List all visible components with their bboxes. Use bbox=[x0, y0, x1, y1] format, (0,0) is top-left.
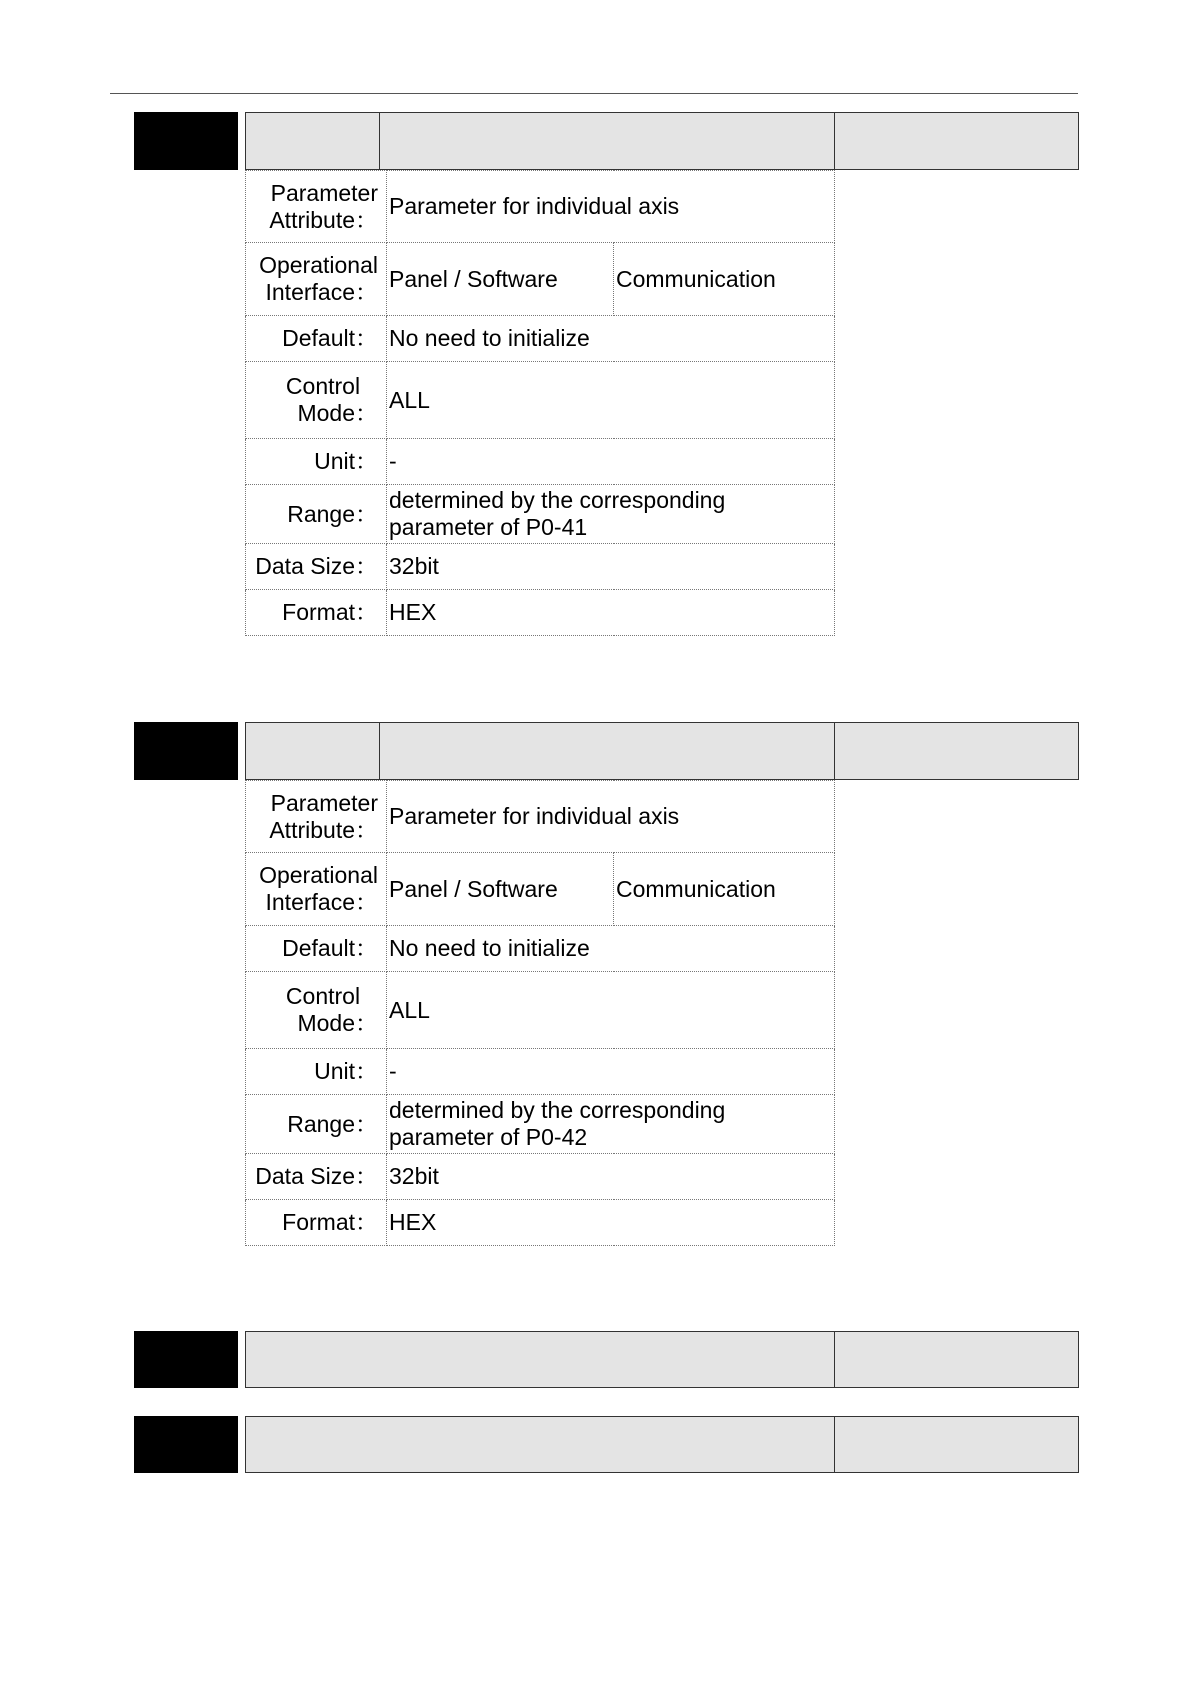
header-cell-reference bbox=[834, 112, 1079, 170]
attribute-value: Parameter for individual axis bbox=[387, 171, 835, 243]
header-cell-name bbox=[379, 722, 835, 780]
attribute-value: Parameter for individual axis bbox=[387, 781, 835, 853]
default-label: Default： bbox=[246, 926, 387, 972]
header-cell-reference bbox=[834, 1416, 1079, 1473]
row-default bbox=[246, 926, 835, 972]
default-value: No need to initialize bbox=[387, 316, 835, 362]
parameter-code-box bbox=[134, 1416, 238, 1473]
range-value: determined by the corresponding parameter of P0-42 bbox=[387, 1095, 835, 1154]
unit-value: - bbox=[387, 1049, 835, 1095]
range-label: Range： bbox=[246, 485, 387, 544]
header-cell-address bbox=[245, 722, 380, 780]
control-mode-label: Control Mode： bbox=[246, 362, 387, 439]
header-cell-reference bbox=[834, 1331, 1079, 1388]
attribute-table bbox=[245, 780, 835, 1246]
unit-label: Unit： bbox=[246, 439, 387, 485]
header-rule bbox=[110, 93, 1078, 94]
row-range bbox=[246, 485, 835, 544]
parameter-code-box bbox=[134, 112, 238, 170]
interface-label: Operational Interface： bbox=[246, 243, 387, 316]
attribute-table bbox=[245, 170, 835, 636]
row-interface bbox=[246, 853, 835, 926]
header-cell-reference bbox=[834, 722, 1079, 780]
row-data-size bbox=[246, 544, 835, 590]
control-mode-value: ALL bbox=[387, 362, 835, 439]
row-data-size bbox=[246, 1154, 835, 1200]
attribute-label: Parameter Attribute： bbox=[246, 171, 387, 243]
attribute-label: Parameter Attribute： bbox=[246, 781, 387, 853]
range-value: determined by the corresponding parameter of P0-41 bbox=[387, 485, 835, 544]
interface-communication: Communication bbox=[614, 243, 835, 316]
row-attribute bbox=[246, 171, 835, 243]
interface-panel: Panel / Software bbox=[387, 853, 614, 926]
row-control-mode bbox=[246, 972, 835, 1049]
row-default bbox=[246, 316, 835, 362]
row-attribute bbox=[246, 781, 835, 853]
row-unit bbox=[246, 1049, 835, 1095]
default-value: No need to initialize bbox=[387, 926, 835, 972]
default-label: Default： bbox=[246, 316, 387, 362]
header-cell-name bbox=[245, 1331, 835, 1388]
interface-label: Operational Interface： bbox=[246, 853, 387, 926]
row-format bbox=[246, 590, 835, 636]
row-format bbox=[246, 1200, 835, 1246]
parameter-code-box bbox=[134, 722, 238, 780]
data-size-label: Data Size： bbox=[246, 544, 387, 590]
header-cell-name bbox=[245, 1416, 835, 1473]
format-label: Format： bbox=[246, 590, 387, 636]
row-control-mode bbox=[246, 362, 835, 439]
header-cell-name bbox=[379, 112, 835, 170]
data-size-value: 32bit bbox=[387, 1154, 835, 1200]
interface-panel: Panel / Software bbox=[387, 243, 614, 316]
control-mode-label: Control Mode： bbox=[246, 972, 387, 1049]
format-value: HEX bbox=[387, 590, 835, 636]
data-size-value: 32bit bbox=[387, 544, 835, 590]
row-unit bbox=[246, 439, 835, 485]
unit-value: - bbox=[387, 439, 835, 485]
control-mode-value: ALL bbox=[387, 972, 835, 1049]
format-label: Format： bbox=[246, 1200, 387, 1246]
parameter-code-box bbox=[134, 1331, 238, 1388]
header-cell-address bbox=[245, 112, 380, 170]
row-range bbox=[246, 1095, 835, 1154]
range-label: Range： bbox=[246, 1095, 387, 1154]
format-value: HEX bbox=[387, 1200, 835, 1246]
data-size-label: Data Size： bbox=[246, 1154, 387, 1200]
row-interface bbox=[246, 243, 835, 316]
interface-communication: Communication bbox=[614, 853, 835, 926]
unit-label: Unit： bbox=[246, 1049, 387, 1095]
